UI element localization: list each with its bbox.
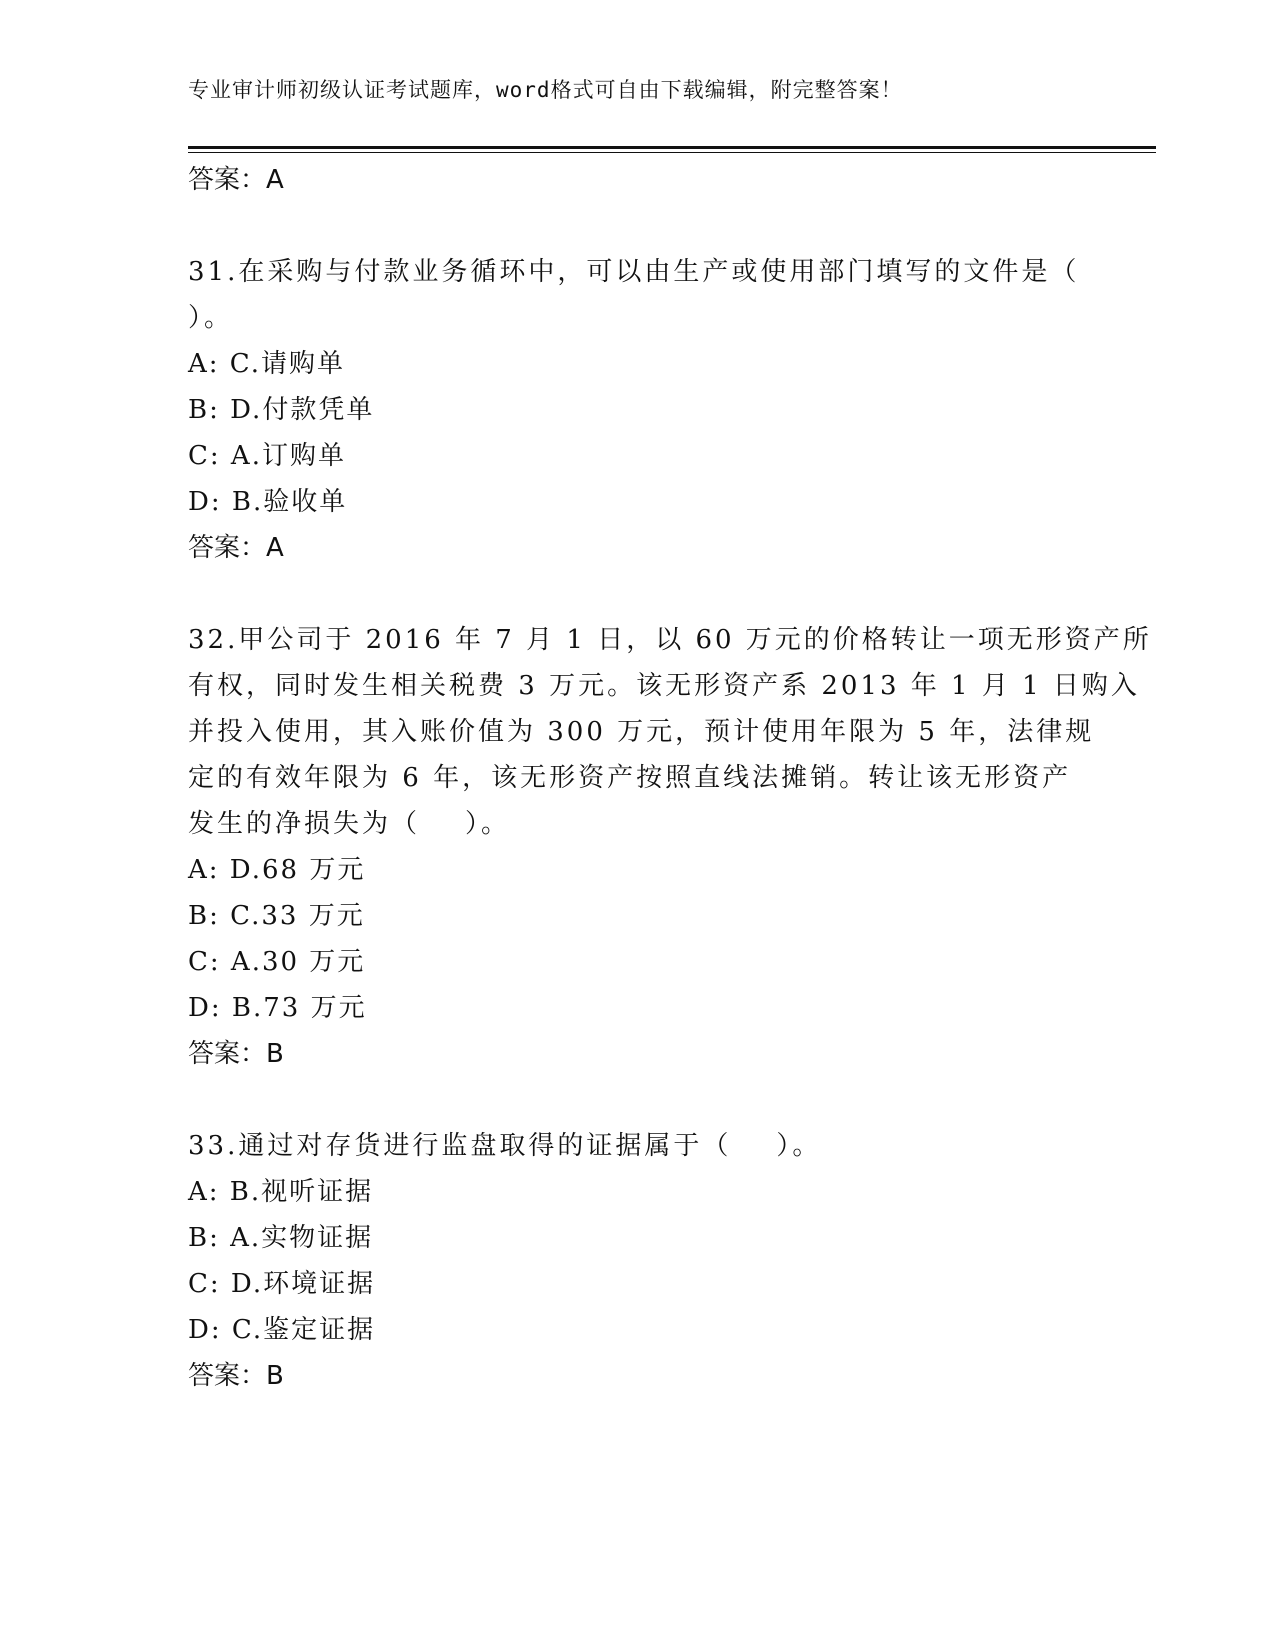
answer-line: 答案：A <box>188 165 284 195</box>
option-a: A: C.请购单 <box>188 349 346 379</box>
question-stem-line: 32.甲公司于 2016 年 7 月 1 日，以 60 万元的价格转让一项无形资产所 <box>188 625 1152 655</box>
question-stem-line: 发生的净损失为（ ）。 <box>188 809 511 839</box>
answer-line: 答案：A <box>188 533 284 563</box>
option-b: B: C.33 万元 <box>188 901 365 931</box>
option-b: B: A.实物证据 <box>188 1223 374 1253</box>
question-31 <box>188 249 1088 571</box>
question-stem-line: 33.通过对存货进行监盘取得的证据属于（ ）。 <box>188 1131 822 1161</box>
option-d: D: B.验收单 <box>188 487 348 517</box>
question-stem-line: 并投入使用，其入账价值为 300 万元，预计使用年限为 5 年，法律规 <box>188 717 1095 747</box>
question-stem-line: 31.在采购与付款业务循环中，可以由生产或使用部门填写的文件是（ <box>188 257 1080 287</box>
option-c: C: A.订购单 <box>188 441 346 471</box>
question-list <box>188 157 1152 1399</box>
answer-line: 答案：B <box>188 1361 284 1391</box>
question-33 <box>188 1123 1088 1399</box>
option-a: A: D.68 万元 <box>188 855 366 885</box>
question-stem-line: ）。 <box>188 303 234 333</box>
header-rule-thick <box>188 146 1156 149</box>
spacer <box>188 203 1088 249</box>
option-d: D: B.73 万元 <box>188 993 367 1023</box>
option-c: C: D.环境证据 <box>188 1269 376 1299</box>
option-a: A: B.视听证据 <box>188 1177 374 1207</box>
answer-line: 答案：B <box>188 1039 284 1069</box>
question-stem-line: 有权，同时发生相关税费 3 万元。该无形资产系 2013 年 1 月 1 日购入 <box>188 671 1140 701</box>
spacer <box>188 1077 1088 1123</box>
option-c: C: A.30 万元 <box>188 947 366 977</box>
option-b: B: D.付款凭单 <box>188 395 375 425</box>
question-32 <box>188 617 1152 1077</box>
spacer <box>188 571 1088 617</box>
question-stem-line: 定的有效年限为 6 年，该无形资产按照直线法摊销。转让该无形资产 <box>188 763 1072 793</box>
page-header: 专业审计师初级认证考试题库，word格式可自由下载编辑，附完整答案！ <box>188 78 903 102</box>
option-d: D: C.鉴定证据 <box>188 1315 376 1345</box>
header-rule-thin <box>188 152 1156 153</box>
